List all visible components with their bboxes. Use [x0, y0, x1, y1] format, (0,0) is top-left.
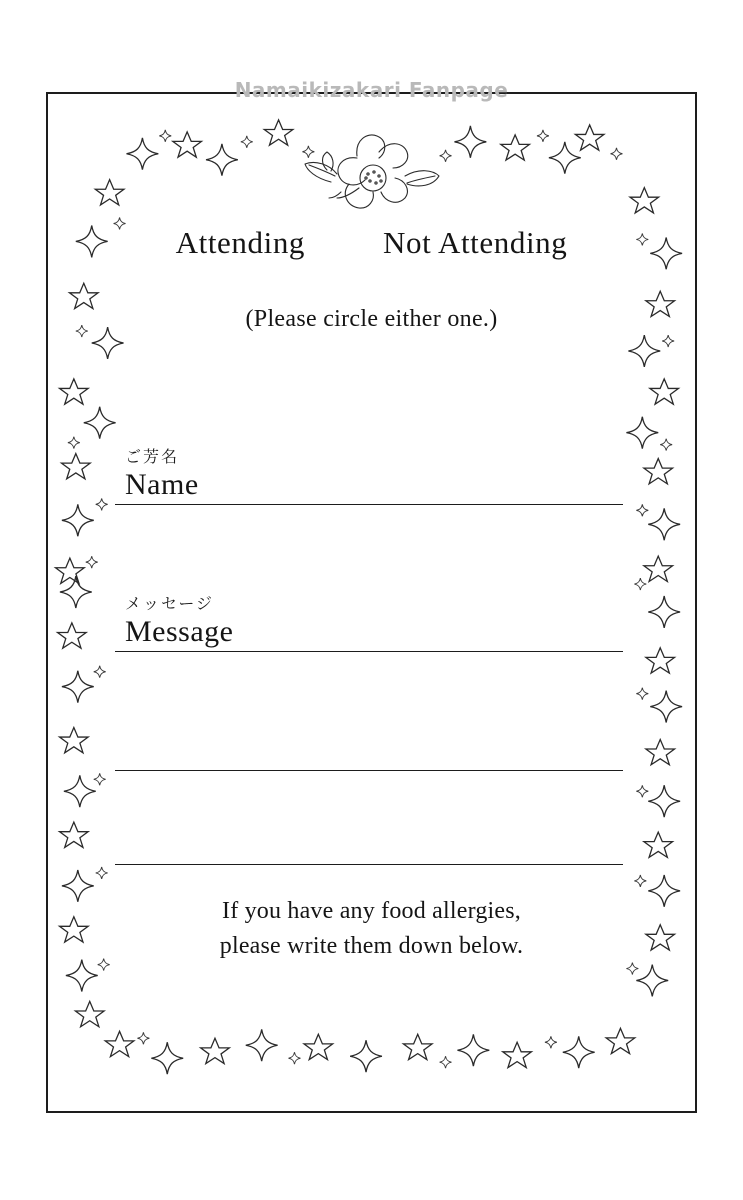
message-extra-rule-1: [115, 770, 623, 771]
attendance-choices: [48, 227, 695, 258]
allergy-note-line-2: please write them down below.: [219, 932, 524, 959]
allergy-note-line-1: If you have any food allergies,: [222, 898, 521, 924]
watermark-text: Namaikizakari Fanpage: [234, 78, 509, 102]
allergy-note: [48, 894, 695, 964]
name-field-en-label: Name: [125, 468, 199, 501]
message-field-rule: [115, 651, 623, 652]
not-attending-option[interactable]: Not Attending: [383, 225, 568, 260]
card-inner: [48, 94, 695, 1111]
name-field-jp-label: ご芳名: [125, 447, 180, 466]
attending-option[interactable]: Attending: [175, 225, 306, 260]
message-field[interactable]: [115, 591, 623, 652]
name-field-rule: [115, 504, 623, 505]
message-field-jp-label: メッセージ: [125, 594, 215, 613]
rsvp-card: [46, 92, 697, 1113]
message-field-en-label: Message: [125, 615, 234, 648]
circle-instruction: (Please circle either one.): [245, 306, 498, 332]
message-extra-rule-2: [115, 864, 623, 865]
name-field[interactable]: [115, 444, 623, 505]
card-content: [48, 94, 695, 1111]
